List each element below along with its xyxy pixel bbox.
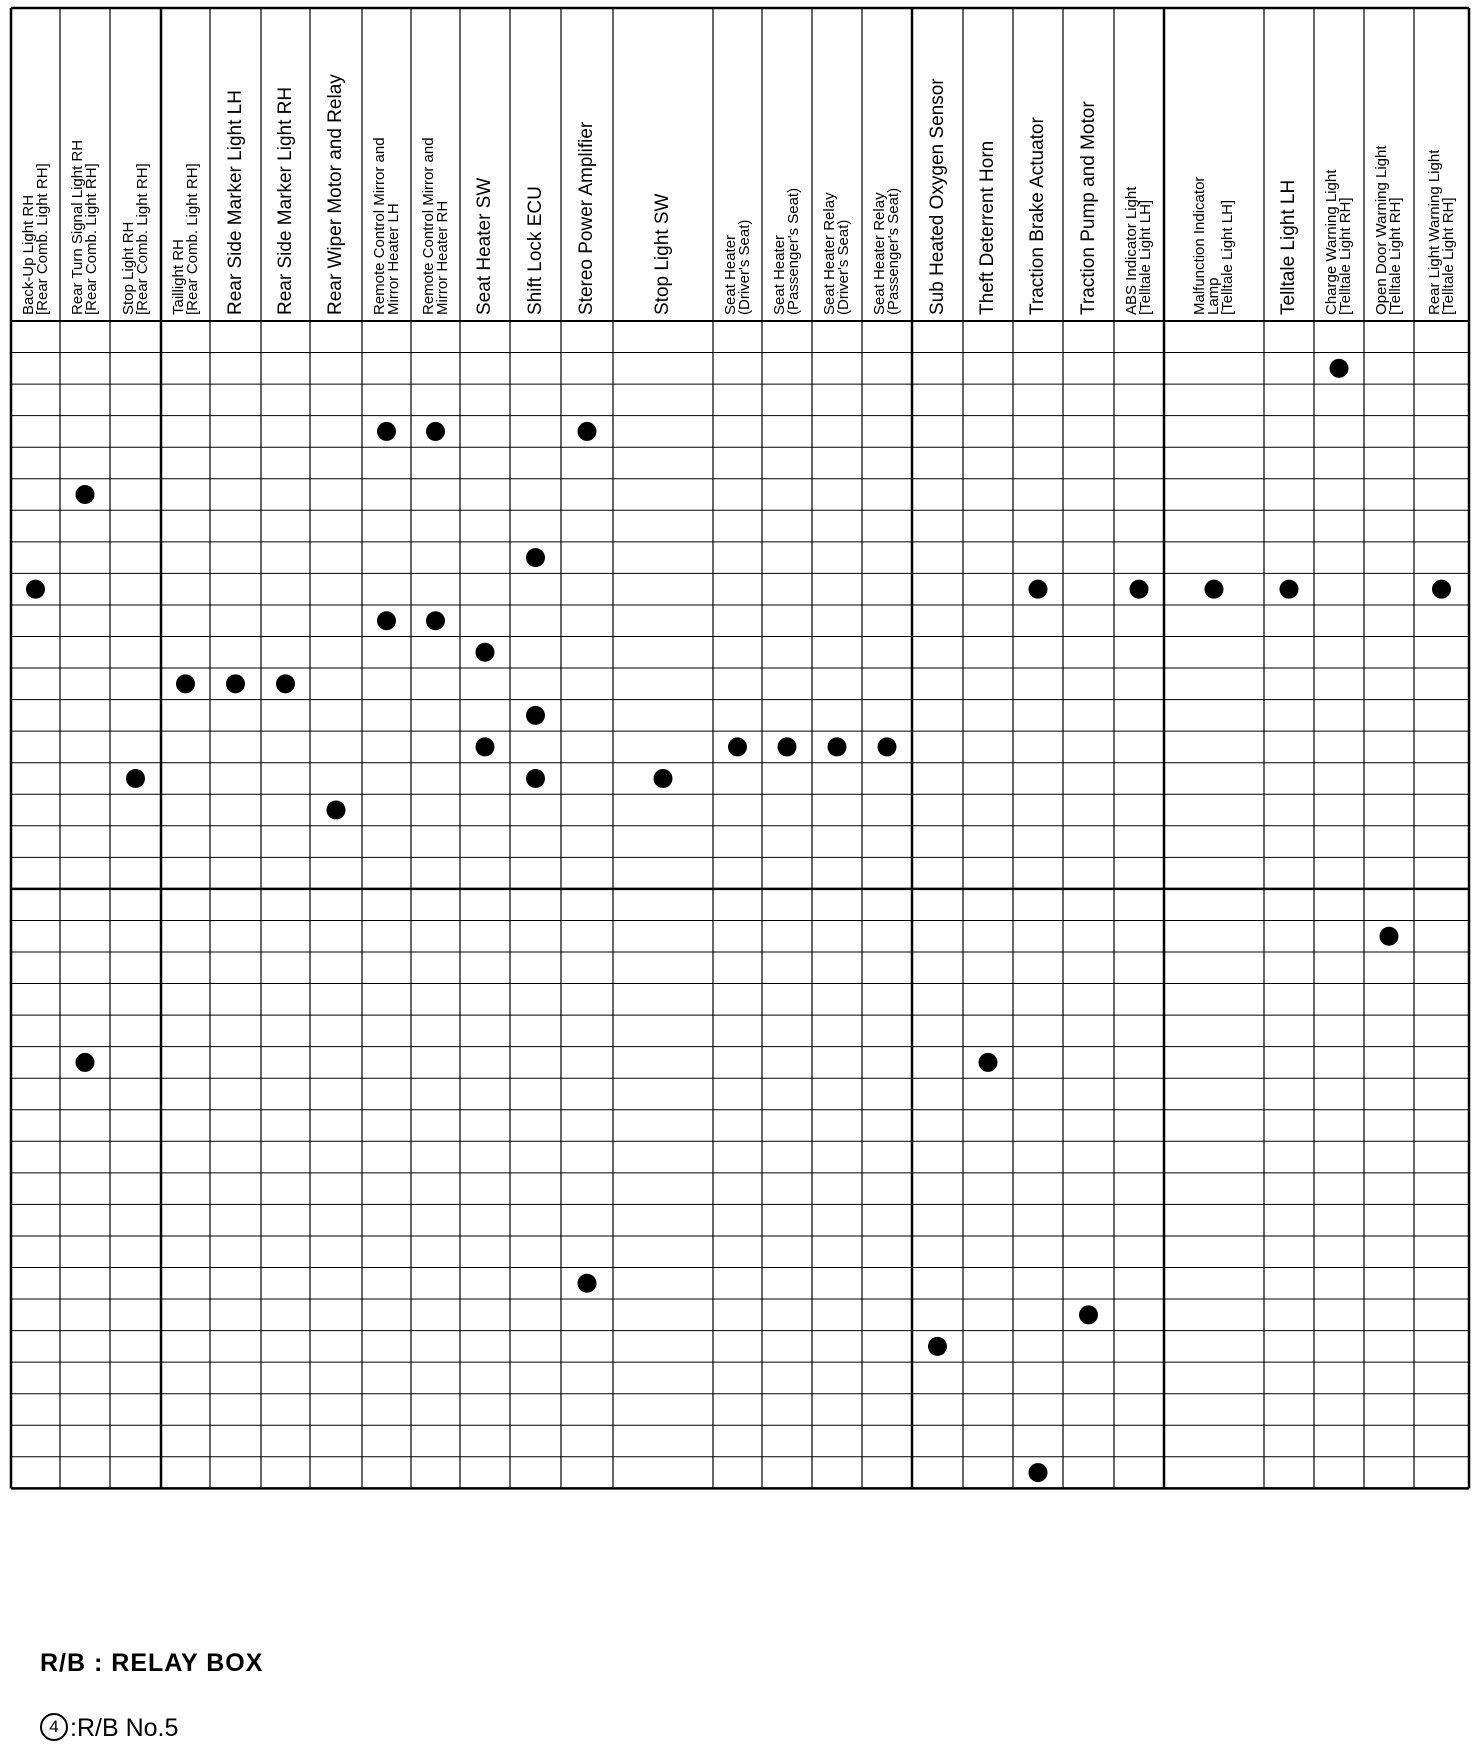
column-header-line: [Telltale Light RH] (1387, 197, 1404, 315)
column-header-line: Malfunction Indicator (1191, 176, 1208, 315)
column-header-line: Remote Control Mirror and (420, 137, 437, 315)
column-header-line: Lamp (1205, 277, 1222, 315)
column-header-line: [Rear Comb. Light RH] (83, 163, 100, 315)
connection-dot (327, 801, 346, 820)
connection-dot (778, 737, 797, 756)
connection-dot (878, 737, 897, 756)
relay-box-legend: R/B : RELAY BOX (40, 1649, 264, 1677)
connection-dot (1079, 1305, 1098, 1324)
connection-dot (654, 769, 673, 788)
column-header-line: Rear Light Warning Light (1426, 149, 1443, 315)
connection-dot (426, 611, 445, 630)
column-header-line: Theft Deterrent Horn (977, 140, 998, 315)
column-header-line: Traction Brake Actuator (1027, 117, 1048, 315)
connection-dot (1029, 1463, 1048, 1482)
connection-dot (1330, 359, 1349, 378)
column-header-line: ABS Indicator Light (1123, 186, 1140, 315)
column-header-line: Rear Turn Signal Light RH (69, 139, 86, 315)
column-header-line: Seat Heater SW (474, 177, 495, 315)
column-header-line: Stop Light RH (120, 221, 137, 315)
column-header-line: Rear Side Marker Light RH (275, 86, 296, 315)
connection-dot (1029, 580, 1048, 599)
connection-dot (476, 737, 495, 756)
connection-dot (1432, 580, 1451, 599)
relay-box-number (40, 1714, 178, 1743)
connection-dot (1380, 927, 1399, 946)
column-header-line: Charge Warning Light (1323, 169, 1340, 315)
column-header-line: Open Door Warning Light (1373, 145, 1390, 315)
connection-dot (76, 485, 95, 504)
column-header-line: [Telltale Light RH] (1337, 197, 1354, 315)
column-header-line: (Passenger's Seat) (785, 187, 802, 315)
column-header-line: Seat Heater Relay (821, 192, 838, 315)
column-header-line: Traction Pump and Motor (1078, 101, 1099, 315)
connection-dot (276, 674, 295, 693)
connection-dot (377, 422, 396, 441)
connection-dot (1280, 580, 1299, 599)
connection-dot (526, 769, 545, 788)
connection-dot (76, 1053, 95, 1072)
column-header-line: Back-Up Light RH (20, 194, 37, 315)
connection-dot (126, 769, 145, 788)
connection-dot (578, 1274, 597, 1293)
column-header-line: Telltale Light LH (1278, 179, 1299, 315)
column-header-line: [Telltale Light LH] (1137, 199, 1154, 315)
circled-number-icon: 4 (40, 1713, 68, 1741)
column-header-line: (Passenger's Seat) (885, 187, 902, 315)
connection-dot (578, 422, 597, 441)
column-header-line: Rear Side Marker Light LH (225, 90, 246, 315)
connection-dot (828, 737, 847, 756)
connection-dot (979, 1053, 998, 1072)
column-header-line: [Telltale Light LH] (1219, 199, 1236, 315)
column-header-line: Rear Wiper Motor and Relay (325, 74, 346, 315)
connection-dot (426, 422, 445, 441)
connection-dot (526, 706, 545, 725)
connection-dot (377, 611, 396, 630)
column-header-line: (Driver's Seat) (835, 219, 852, 315)
column-header-line: Sub Heated Oxygen Sensor (927, 78, 948, 315)
connection-dot (1130, 580, 1149, 599)
column-header-line: Shift Lock ECU (525, 186, 546, 315)
column-header-line: [Rear Comb. Light RH] (134, 163, 151, 315)
column-header-line: [Rear Comb. Light RH] (184, 163, 201, 315)
column-header-line: Remote Control Mirror and (371, 137, 388, 315)
connection-dot (1205, 580, 1224, 599)
connection-dot (476, 643, 495, 662)
column-header-line: [Telltale Light RH] (1440, 197, 1457, 315)
connection-dot (728, 737, 747, 756)
column-header-line: Mirror Heater LH (385, 203, 402, 315)
column-header-line: Taillight RH (170, 239, 187, 315)
column-header-line: Mirror Heater RH (434, 200, 451, 315)
column-header-line: Stop Light SW (652, 193, 673, 315)
column-header-line: Seat Heater Relay (871, 192, 888, 315)
connection-dot (26, 580, 45, 599)
connection-dot (928, 1337, 947, 1356)
relay-box-number-label: :R/B No.5 (70, 1714, 179, 1742)
column-header-line: Stereo Power Amplifier (576, 121, 597, 315)
connection-dot (176, 674, 195, 693)
column-header-line: Seat Heater (771, 234, 788, 315)
column-header-line: Seat Heater (722, 234, 739, 315)
connection-dot (226, 674, 245, 693)
column-header-line: [Rear Comb. Light RH] (34, 163, 51, 315)
connection-dot (526, 548, 545, 567)
column-header-line: (Driver's Seat) (736, 219, 753, 315)
